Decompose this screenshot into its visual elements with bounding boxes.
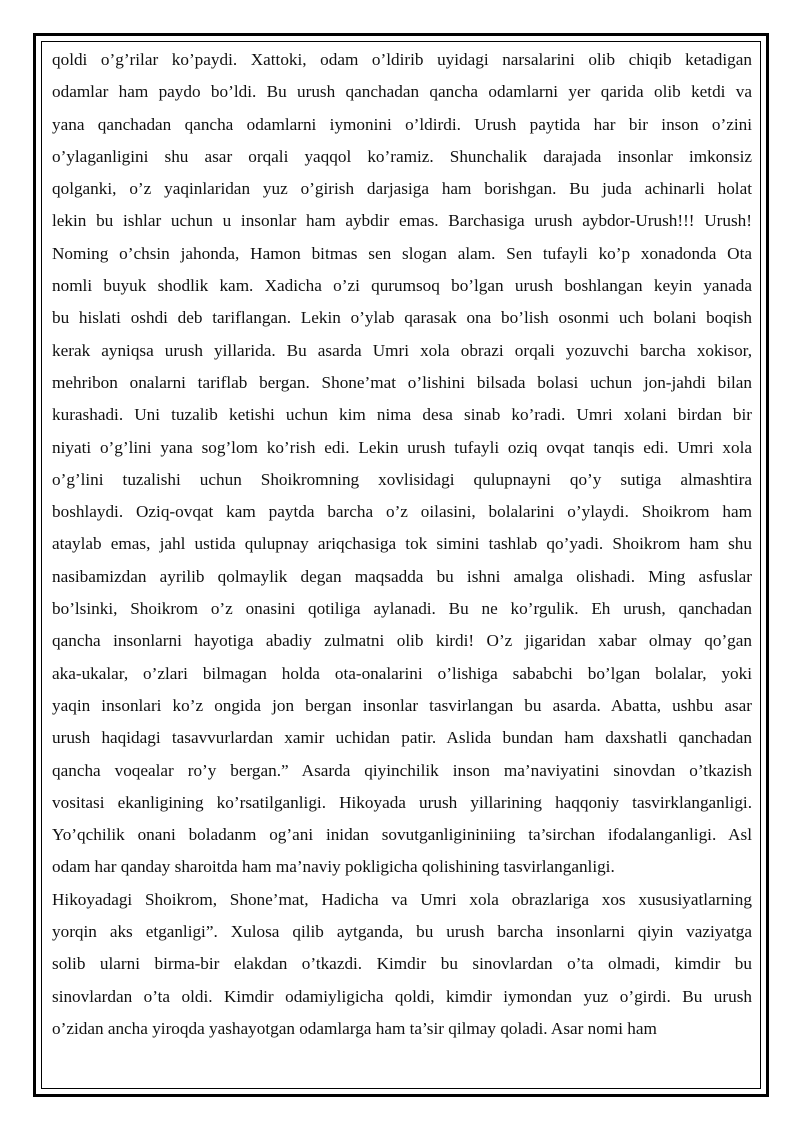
text-line: yaqin insonlari ko’z ongida jon bergan insonlar tasvirlangan bu asarda. Abatta, ushbu asar [52,695,752,715]
text-line: lekin bu ishlar uchun u insonlar ham aybdir emas. Barchasiga urush aybdor-Urush!!! Urush! [52,211,752,231]
text-line: qoldi o’g’rilar ko’paydi. Xattoki, odam o’ldirib uyidagi narsalarini olib chiqib ketadigan [52,50,752,69]
text-line: o’ylaganligini shu asar orqali yaqqol ko’ramiz. Shunchalik darajada insonlar imkonsiz [52,146,752,166]
text-line: yana qanchadan qancha odamlarni iymonini o’ldirdi. Urush paytida har bir inson o’zini [52,114,752,134]
text-line: nomli buyuk shodlik kam. Xadicha o’zi qurumsoq bo’lgan urush boshlangan keyin yanada [52,276,752,296]
text-line: qolganki, o’z yaqinlaridan yuz o’girish darjasiga ham borishgan. Bu juda achinarli holat [52,179,752,199]
text-line: o’g’lini tuzalishi uchun Shoikromning xovlisidagi qulupnayni qo’y sutiga almashtira [52,469,752,489]
text-line: ataylab emas, jahl ustida qulupnay ariqchasiga tok simini tashlab qo’yadi. Shoikrom ham shu [52,534,752,554]
text-line: mehribon onalarni tariflab bergan. Shone’mat o’lishini bilsada bolasi uchun jon-jahdi bilan [52,372,752,392]
text-line: sinovlardan o’ta oldi. Kimdir odamiyligicha qoldi, kimdir iymondan yuz o’girdi. Bu urush [52,986,752,1006]
text-line: bu hislati oshdi deb tariflangan. Lekin o’ylab qarasak ona bo’lish osonmi uch bolani boqish [52,308,752,328]
text-line: yorqin aks etganligi”. Xulosa qilib aytganda, bu urush barcha insonlarni qiyin vaziyatga [52,922,752,942]
text-line: aka-ukalar, o’zlari bilmagan holda ota-onalarini o’lishiga sababchi bo’lgan bolalar, yoki [52,663,752,683]
body-text [52,44,752,1045]
text-line: niyati o’g’lini yana sog’lom ko’rish edi. Lekin urush tufayli oziq ovqat tanqis edi. Umri xola [52,437,752,457]
text-line: boshlaydi. Oziq-ovqat kam paytda barcha o’z oilasini, bolalarini o’ylaydi. Shoikrom ham [52,502,752,522]
text-line: odam har qanday sharoitda ham ma’naviy pokligicha qolishining tasvirlanganligi. [52,857,615,877]
text-line: kerak ayniqsa urush yillarida. Bu asarda Umri xola obrazi orqali yozuvchi barcha xokisor, [52,340,752,360]
text-line: Hikoyadagi Shoikrom, Shone’mat, Hadicha va Umri xola obrazlariga xos xususiyatlarning [52,889,752,909]
text-line: Yo’qchilik onani boladanm og’ani inidan sovutganligininiing ta’sirchan ifodalanganligi. Asl [52,825,752,845]
text-line: solib ularni birma-bir elakdan o’tkazdi. Kimdir bu sinovlardan o’ta olmadi, kimdir bu [52,954,752,974]
text-line: urush haqidagi tasavvurlardan xamir uchidan patir. Aslida bundan ham daxshatli qanchadan [52,728,752,748]
text-line: kurashadi. Uni tuzalib ketishi uchun kim nima desa sinab ko’radi. Umri xolani birdan bir [52,405,752,425]
text-line: nasibamizdan ayrilib qolmaylik degan maqsadda bu ishni amalga olishadi. Ming asfuslar [52,566,752,586]
text-line: o’zidan ancha yiroqda yashayotgan odamlarga ham ta’sir qilmay qoladi. Asar nomi ham [52,1018,657,1038]
text-line: qancha voqealar ro’y bergan.” Asarda qiyinchilik inson ma’naviyatini sinovdan o’tkazish [52,760,752,780]
text-line: qancha insonlarni hayotiga abadiy zulmatni olib kirdi! O’z jigaridan xabar olmay qo’gan [52,631,752,651]
text-line: bo’lsinki, Shoikrom o’z onasini qotiliga aylanadi. Bu ne ko’rgulik. Eh urush, qanchadan [52,599,752,619]
text-line: vositasi ekanligining ko’rsatilganligi. Hikoyada urush yillarining haqqoniy tasvirklanganligi. [52,792,752,812]
text-line: odamlar ham paydo bo’ldi. Bu urush qanchadan qancha odamlarni yer qarida olib ketdi va [52,82,752,102]
text-line: Noming o’chsin jahonda, Hamon bitmas sen slogan alam. Sen tufayli ko’p xonadonda Ota [52,243,752,263]
